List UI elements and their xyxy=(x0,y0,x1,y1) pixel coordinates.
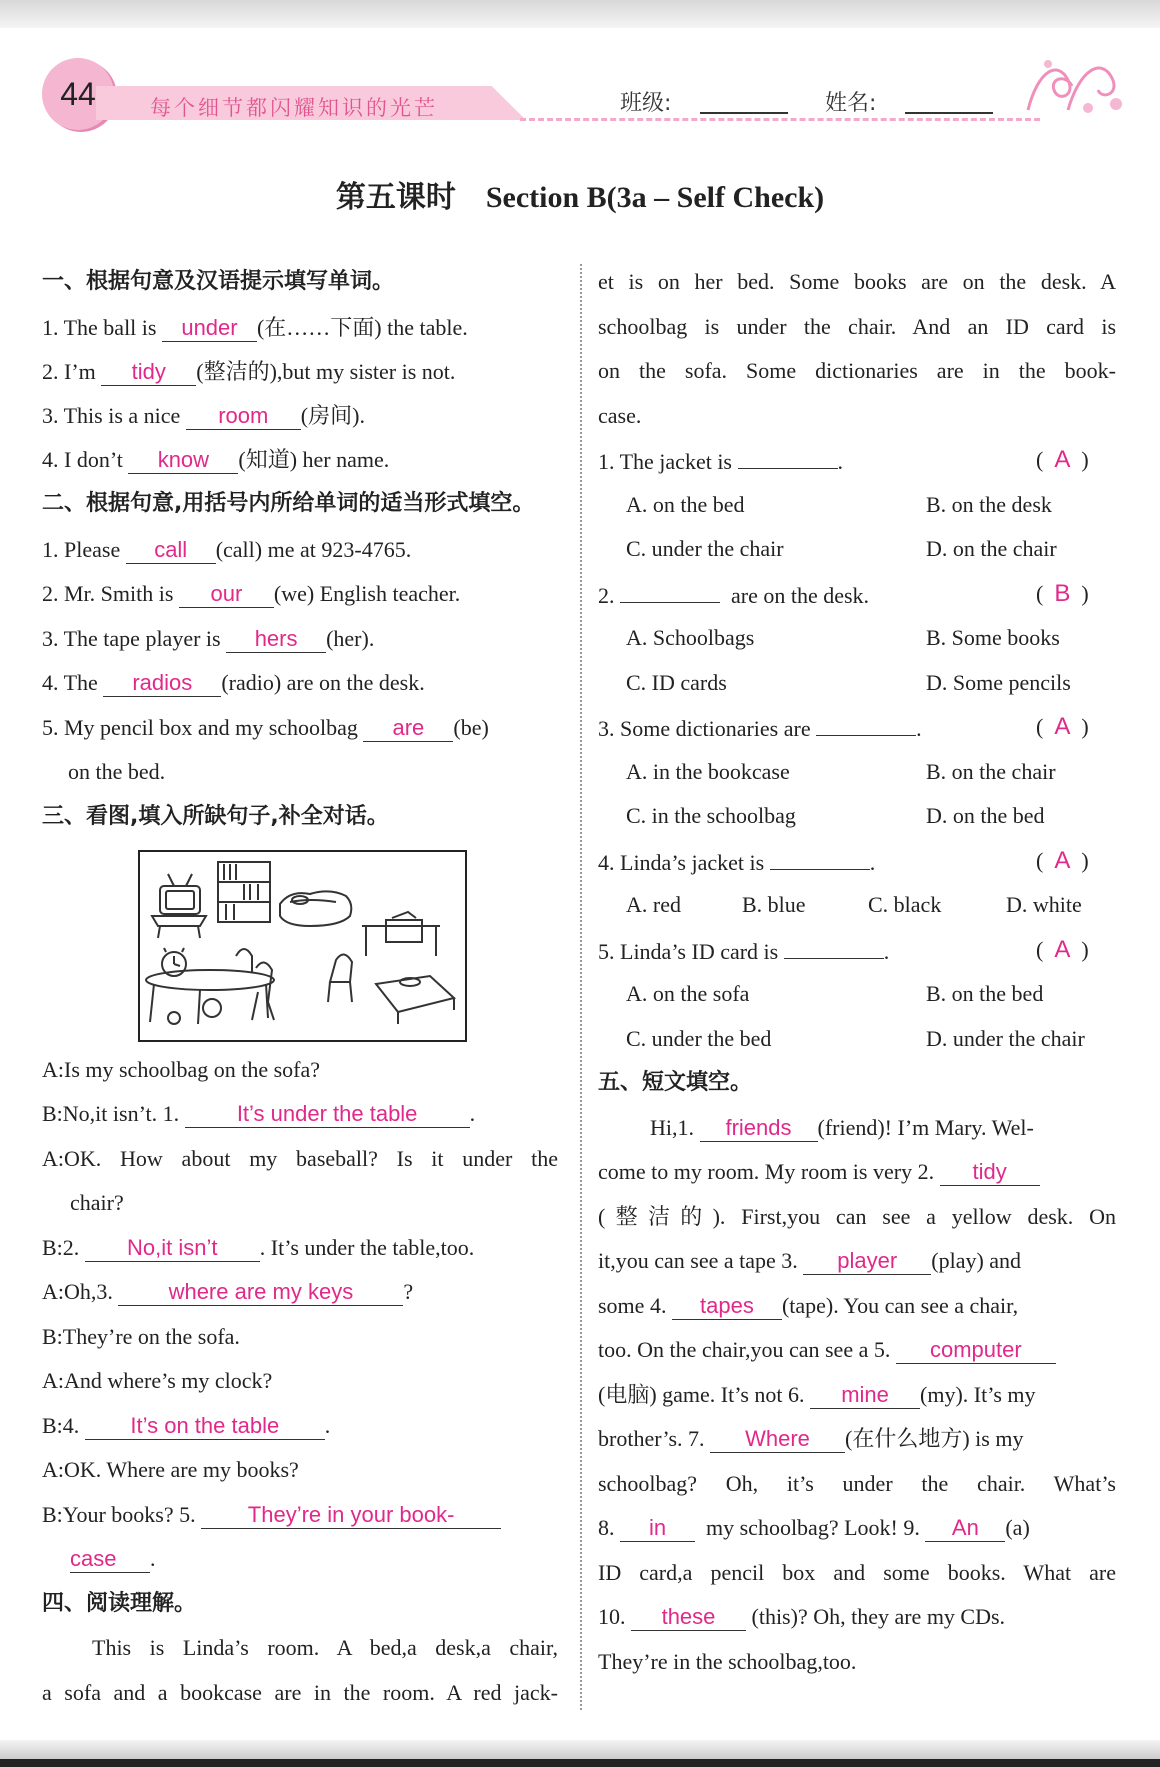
passage-line-4: schoolbag is under the chair. And an ID card is xyxy=(598,314,1116,339)
dialogue-line-1: A:Is my schoolbag on the sofa? xyxy=(42,1057,320,1082)
cloze-line-3: (整洁的). First,you can see a yellow desk. On xyxy=(598,1204,1116,1229)
option[interactable]: C. under the chair xyxy=(626,536,784,561)
part5-heading: 五、短文填空。 xyxy=(598,1070,753,1095)
answer-blank[interactable]: under xyxy=(162,315,257,342)
bottom-scan-edge xyxy=(0,1740,1160,1767)
answer-choice[interactable]: B xyxy=(1054,580,1071,607)
cloze-line-11: ID card,a pencil box and some books. What are xyxy=(598,1560,1116,1585)
answer-blank[interactable]: where are my keys xyxy=(118,1279,403,1306)
column-divider xyxy=(580,264,582,1710)
option[interactable]: A. red xyxy=(626,892,681,917)
room-illustration xyxy=(138,850,467,1042)
question-blank[interactable] xyxy=(738,446,838,469)
question-3: 3. Some dictionaries are . xyxy=(598,713,922,743)
sofa-icon xyxy=(280,891,351,926)
part1-item-2: 2. I’m tidy (整洁的),but my sister is not. xyxy=(42,359,456,384)
header-dashed-line xyxy=(520,118,1040,121)
bookcase-icon xyxy=(218,862,270,922)
cloze-line-8: brother’s. 7. Where (在什么地方) is my xyxy=(598,1426,1024,1451)
option[interactable]: B. on the desk xyxy=(926,492,1052,517)
class-label: 班级: xyxy=(620,91,672,116)
dialogue-line-3-continued: chair? xyxy=(70,1190,124,1215)
question-4: 4. Linda’s jacket is . xyxy=(598,847,875,877)
option[interactable]: D. on the bed xyxy=(926,803,1045,828)
option[interactable]: A. on the bed xyxy=(626,492,745,517)
part2-item-5: 5. My pencil box and my schoolbag are (be) xyxy=(42,715,489,740)
page-number: 44 xyxy=(60,76,96,112)
answer-blank[interactable]: know xyxy=(128,447,238,474)
part1-item-1: 1. The ball is under (在……下面) the table. xyxy=(42,315,468,340)
answer-blank[interactable]: these xyxy=(631,1604,746,1631)
option[interactable]: B. on the chair xyxy=(926,759,1056,784)
passage-line-5: on the sofa. Some dictionaries are in the book- xyxy=(598,358,1116,383)
answer-blank[interactable]: call xyxy=(126,537,216,564)
option[interactable]: D. under the chair xyxy=(926,1026,1085,1051)
answer-blank[interactable]: hers xyxy=(226,626,326,653)
part1-item-3: 3. This is a nice room (房间). xyxy=(42,403,365,428)
answer-blank[interactable]: our xyxy=(179,581,274,608)
option[interactable]: B. Some books xyxy=(926,625,1060,650)
part2-item-5-continued: on the bed. xyxy=(68,759,166,784)
question-5: 5. Linda’s ID card is . xyxy=(598,936,889,966)
question-1: 1. The jacket is . xyxy=(598,446,843,476)
option[interactable]: B. on the bed xyxy=(926,981,1044,1006)
option[interactable]: D. Some pencils xyxy=(926,670,1071,695)
answer-blank[interactable]: tapes xyxy=(672,1293,782,1320)
part2-item-3: 3. The tape player is hers (her). xyxy=(42,626,375,651)
cloze-line-9: schoolbag? Oh, it’s under the chair. What’s xyxy=(598,1471,1116,1496)
table-icon xyxy=(146,970,274,1024)
answer-blank[interactable]: room xyxy=(186,403,301,430)
class-blank[interactable] xyxy=(700,112,788,114)
tv-icon xyxy=(152,874,206,938)
part1-item-4: 4. I don’t know (知道) her name. xyxy=(42,447,390,472)
answer-blank[interactable]: mine xyxy=(810,1382,920,1409)
answer-blank[interactable]: player xyxy=(803,1248,931,1275)
part1-heading: 一、根据句意及汉语提示填写单词。 xyxy=(42,269,395,294)
cloze-line-4: it,you can see a tape 3. player (play) and xyxy=(598,1248,1022,1273)
cloze-line-5: some 4. tapes (tape). You can see a chair, xyxy=(598,1293,1019,1318)
answer-choice[interactable]: A xyxy=(1054,847,1071,874)
dialogue-line-10-continued: case . xyxy=(70,1546,156,1571)
part4-heading: 四、阅读理解。 xyxy=(42,1591,197,1616)
answer-blank[interactable]: It’s on the table xyxy=(85,1413,325,1440)
passage-line-1: This is Linda’s room. A bed,a desk,a chair, xyxy=(92,1635,558,1660)
part2-item-4: 4. The radios (radio) are on the desk. xyxy=(42,670,425,695)
passage-line-3: et is on her bed. Some books are on the desk. A xyxy=(598,269,1116,294)
part2-heading: 二、根据句意,用括号内所给单词的适当形式填空。 xyxy=(42,491,535,516)
option[interactable]: A. on the sofa xyxy=(626,981,750,1006)
dialogue-line-5: A:Oh,3. where are my keys ? xyxy=(42,1279,414,1304)
answer-bracket: ( B ) xyxy=(1036,580,1089,607)
answer-blank[interactable]: radios xyxy=(103,670,221,697)
bed-icon xyxy=(376,976,454,1024)
cloze-line-1: Hi,1. friends (friend)! I’m Mary. Wel- xyxy=(650,1115,1034,1140)
part2-item-1: 1. Please call (call) me at 923-4765. xyxy=(42,537,412,562)
answer-blank[interactable]: No,it isn’t xyxy=(85,1235,260,1262)
desk-icon xyxy=(362,912,440,956)
passage-line-6: case. xyxy=(598,403,642,428)
dialogue-line-2: B:No,it isn’t. 1. It’s under the table . xyxy=(42,1101,476,1126)
name-blank[interactable] xyxy=(905,112,993,114)
answer-blank[interactable]: are xyxy=(363,715,453,742)
dialogue-line-8: B:4. It’s on the table . xyxy=(42,1413,331,1438)
dialogue-line-3: A:OK. How about my baseball? Is it under the xyxy=(42,1146,558,1171)
chair-icon xyxy=(236,949,352,1020)
answer-blank[interactable]: They’re in your book- xyxy=(201,1502,501,1529)
answer-blank[interactable]: tidy xyxy=(101,359,196,386)
option[interactable]: C. in the schoolbag xyxy=(626,803,796,828)
option[interactable]: D. on the chair xyxy=(926,536,1057,561)
dialogue-line-7: A:And where’s my clock? xyxy=(42,1368,273,1393)
question-blank[interactable] xyxy=(784,936,884,959)
cloze-line-13: They’re in the schoolbag,too. xyxy=(598,1649,857,1674)
top-scan-edge xyxy=(0,0,1160,28)
answer-blank[interactable]: Where xyxy=(710,1426,845,1453)
answer-blank[interactable]: It’s under the table xyxy=(185,1101,470,1128)
cloze-line-7: (电脑) game. It’s not 6. mine (my). It’s my xyxy=(598,1382,1036,1407)
cloze-line-2: come to my room. My room is very 2. tidy xyxy=(598,1158,1040,1186)
question-2: 2. are on the desk. xyxy=(598,580,869,610)
cloze-line-6: too. On the chair,you can see a 5. computer xyxy=(598,1336,1056,1364)
dialogue-line-6: B:They’re on the sofa. xyxy=(42,1324,240,1349)
answer-choice[interactable]: A xyxy=(1054,713,1071,740)
question-blank[interactable] xyxy=(770,847,870,870)
dialogue-line-9: A:OK. Where are my books? xyxy=(42,1457,299,1482)
option[interactable]: B. blue xyxy=(742,892,806,917)
question-blank[interactable] xyxy=(620,580,720,603)
page-title: 第五课时 Section B(3a – Self Check) xyxy=(335,181,825,214)
part3-heading: 三、看图,填入所缺句子,补全对话。 xyxy=(42,804,389,829)
answer-blank[interactable]: in xyxy=(620,1515,695,1542)
answer-choice[interactable]: A xyxy=(1054,936,1071,963)
answer-choice[interactable]: A xyxy=(1054,446,1071,473)
part2-item-2: 2. Mr. Smith is our (we) English teacher. xyxy=(42,581,461,606)
cloze-line-12: 10. these (this)? Oh, they are my CDs. xyxy=(598,1604,1006,1629)
answer-bracket: ( A ) xyxy=(1036,446,1089,473)
cloze-line-10: 8. in my schoolbag? Look! 9. An (a) xyxy=(598,1515,1030,1540)
option[interactable]: C. black xyxy=(868,892,942,917)
answer-blank[interactable]: tidy xyxy=(940,1159,1040,1186)
motto-text: 每个细节都闪耀知识的光芒 xyxy=(150,96,438,120)
answer-blank[interactable]: case xyxy=(70,1546,150,1573)
option[interactable]: D. white xyxy=(1006,892,1082,917)
answer-blank[interactable]: computer xyxy=(896,1337,1056,1364)
dialogue-line-10: B:Your books? 5. They’re in your book- xyxy=(42,1501,501,1529)
question-blank[interactable] xyxy=(816,713,916,736)
name-label: 姓名: xyxy=(825,91,877,116)
passage-line-2: a sofa and a bookcase are in the room. A red jack- xyxy=(42,1680,558,1705)
option[interactable]: A. Schoolbags xyxy=(626,625,755,650)
option[interactable]: C. under the bed xyxy=(626,1026,772,1051)
answer-bracket: ( A ) xyxy=(1036,936,1089,963)
option[interactable]: C. ID cards xyxy=(626,670,727,695)
answer-blank[interactable]: An xyxy=(925,1515,1005,1542)
answer-blank[interactable]: friends xyxy=(700,1115,818,1142)
option[interactable]: A. in the bookcase xyxy=(626,759,790,784)
dialogue-line-4: B:2. No,it isn’t . It’s under the table,too. xyxy=(42,1235,475,1260)
answer-bracket: ( A ) xyxy=(1036,713,1089,740)
flourish-ornament-icon xyxy=(1018,50,1128,122)
answer-bracket: ( A ) xyxy=(1036,847,1089,874)
